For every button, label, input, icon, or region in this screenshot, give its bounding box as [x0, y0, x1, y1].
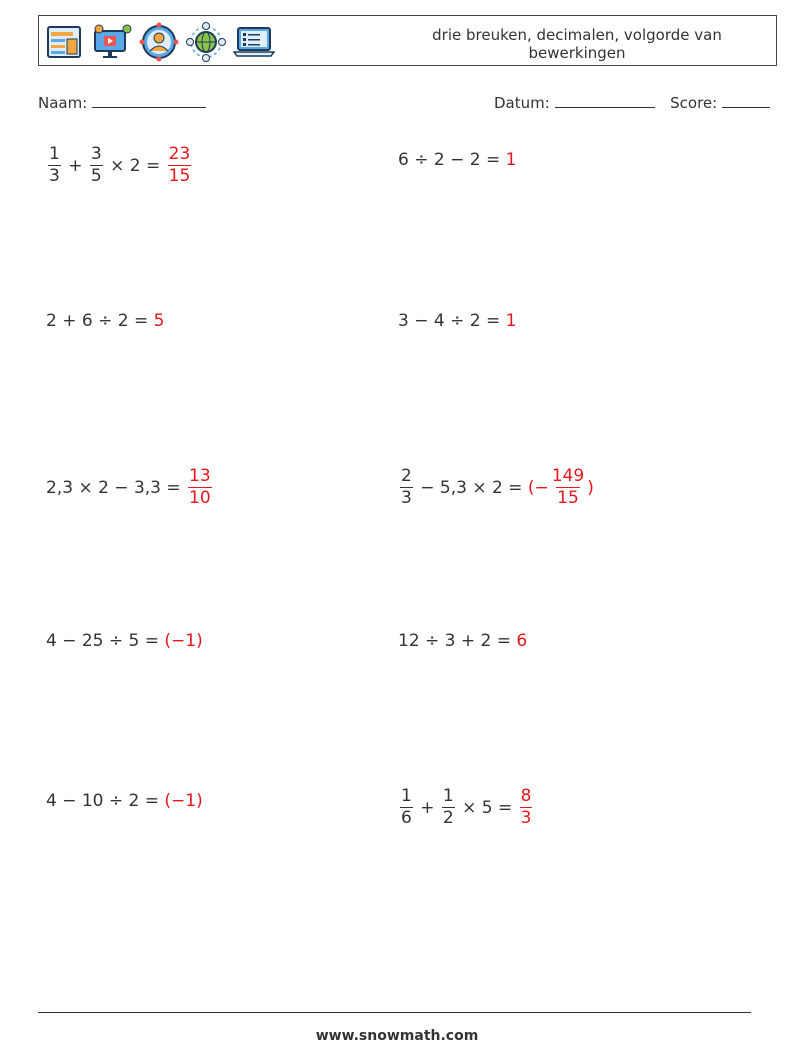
fraction: [551, 467, 585, 508]
answer: [516, 631, 527, 651]
problem-9: [46, 791, 203, 811]
numerator: 1: [49, 144, 60, 164]
expression-text: (−1): [164, 631, 203, 651]
denominator: 5: [90, 166, 102, 186]
problem-10: [398, 787, 534, 828]
expression-text: +: [414, 797, 440, 818]
score-blank[interactable]: [722, 93, 770, 108]
worksheet-header: [38, 15, 777, 66]
answer: [186, 467, 214, 508]
numerator: 1: [442, 786, 454, 806]
denominator: 6: [401, 808, 412, 828]
date-blank[interactable]: [555, 93, 655, 108]
denominator: 2: [442, 808, 454, 828]
problem-5: [46, 467, 214, 508]
answer: [166, 145, 194, 186]
answer: [506, 150, 517, 170]
date-score-fields: [494, 93, 770, 112]
problem-4: [398, 311, 516, 331]
problem-3: [46, 311, 164, 331]
problem-2: [398, 150, 516, 170]
expression-text: − 5,3 × 2 =: [414, 477, 528, 498]
answer: [528, 467, 594, 508]
numerator: 149: [551, 466, 585, 486]
numerator: 23: [168, 144, 191, 164]
footer-website: www.snowmath.com: [315, 1028, 479, 1044]
expression-text: × 5 =: [456, 797, 518, 818]
expression-text: 2,3 × 2 − 3,3 =: [46, 477, 187, 498]
laptop-list-icon: [233, 22, 275, 62]
expression-text: 4 − 25 ÷ 5 =: [46, 631, 165, 651]
worksheet-title: drie breuken, decimalen, volgorde van bewerkingen: [432, 26, 722, 62]
answer: [518, 787, 535, 828]
globe-network-icon: [186, 22, 226, 62]
problem-1: [46, 145, 193, 186]
denominator: 15: [557, 488, 579, 508]
expression-text: 5: [153, 311, 165, 331]
user-profile-icon: [139, 22, 179, 62]
numerator: 3: [90, 144, 102, 164]
expression-text: (−1): [164, 791, 203, 811]
fraction: [520, 787, 533, 828]
answer: [506, 311, 517, 331]
fraction: [400, 787, 413, 828]
problem-6: [398, 467, 594, 508]
expression-text: 2 + 6 ÷ 2 =: [46, 311, 154, 331]
answer: [154, 311, 165, 331]
newspaper-icon: [45, 22, 85, 62]
numerator: 13: [189, 466, 211, 486]
fraction: [168, 145, 192, 186]
fraction: [442, 787, 455, 828]
numerator: 2: [401, 466, 412, 486]
expression-text: ): [587, 477, 594, 498]
fraction: [188, 467, 212, 508]
fraction: [400, 467, 413, 508]
numerator: 1: [401, 786, 412, 806]
numerator: 8: [520, 786, 532, 806]
expression-text: 6 ÷ 2 − 2 =: [398, 150, 506, 170]
denominator: 3: [49, 166, 60, 186]
score-label: Score:: [670, 94, 718, 112]
fraction: [48, 145, 61, 186]
expression-text: 4 − 10 ÷ 2 =: [46, 791, 165, 811]
answer: [164, 791, 202, 811]
answer: [164, 631, 202, 651]
expression-text: (−: [527, 477, 549, 498]
expression-text: +: [62, 155, 88, 176]
problem-8: [398, 631, 527, 651]
monitor-play-icon: [92, 22, 132, 62]
denominator: 3: [520, 808, 532, 828]
expression-text: 1: [505, 311, 517, 331]
expression-text: 12 ÷ 3 + 2 =: [398, 631, 517, 651]
denominator: 10: [189, 488, 211, 508]
fraction: [90, 145, 103, 186]
name-blank[interactable]: [92, 93, 206, 108]
header-icons: [45, 22, 275, 62]
denominator: 15: [168, 166, 191, 186]
denominator: 3: [401, 488, 412, 508]
expression-text: 3 − 4 ÷ 2 =: [398, 311, 506, 331]
expression-text: × 2 =: [104, 155, 166, 176]
problem-7: [46, 631, 203, 651]
date-label: Datum:: [494, 94, 550, 112]
expression-text: 1: [505, 150, 517, 170]
expression-text: 6: [516, 631, 528, 651]
name-field: [38, 93, 206, 112]
footer-divider: [38, 1012, 751, 1013]
name-label: Naam:: [38, 94, 88, 112]
